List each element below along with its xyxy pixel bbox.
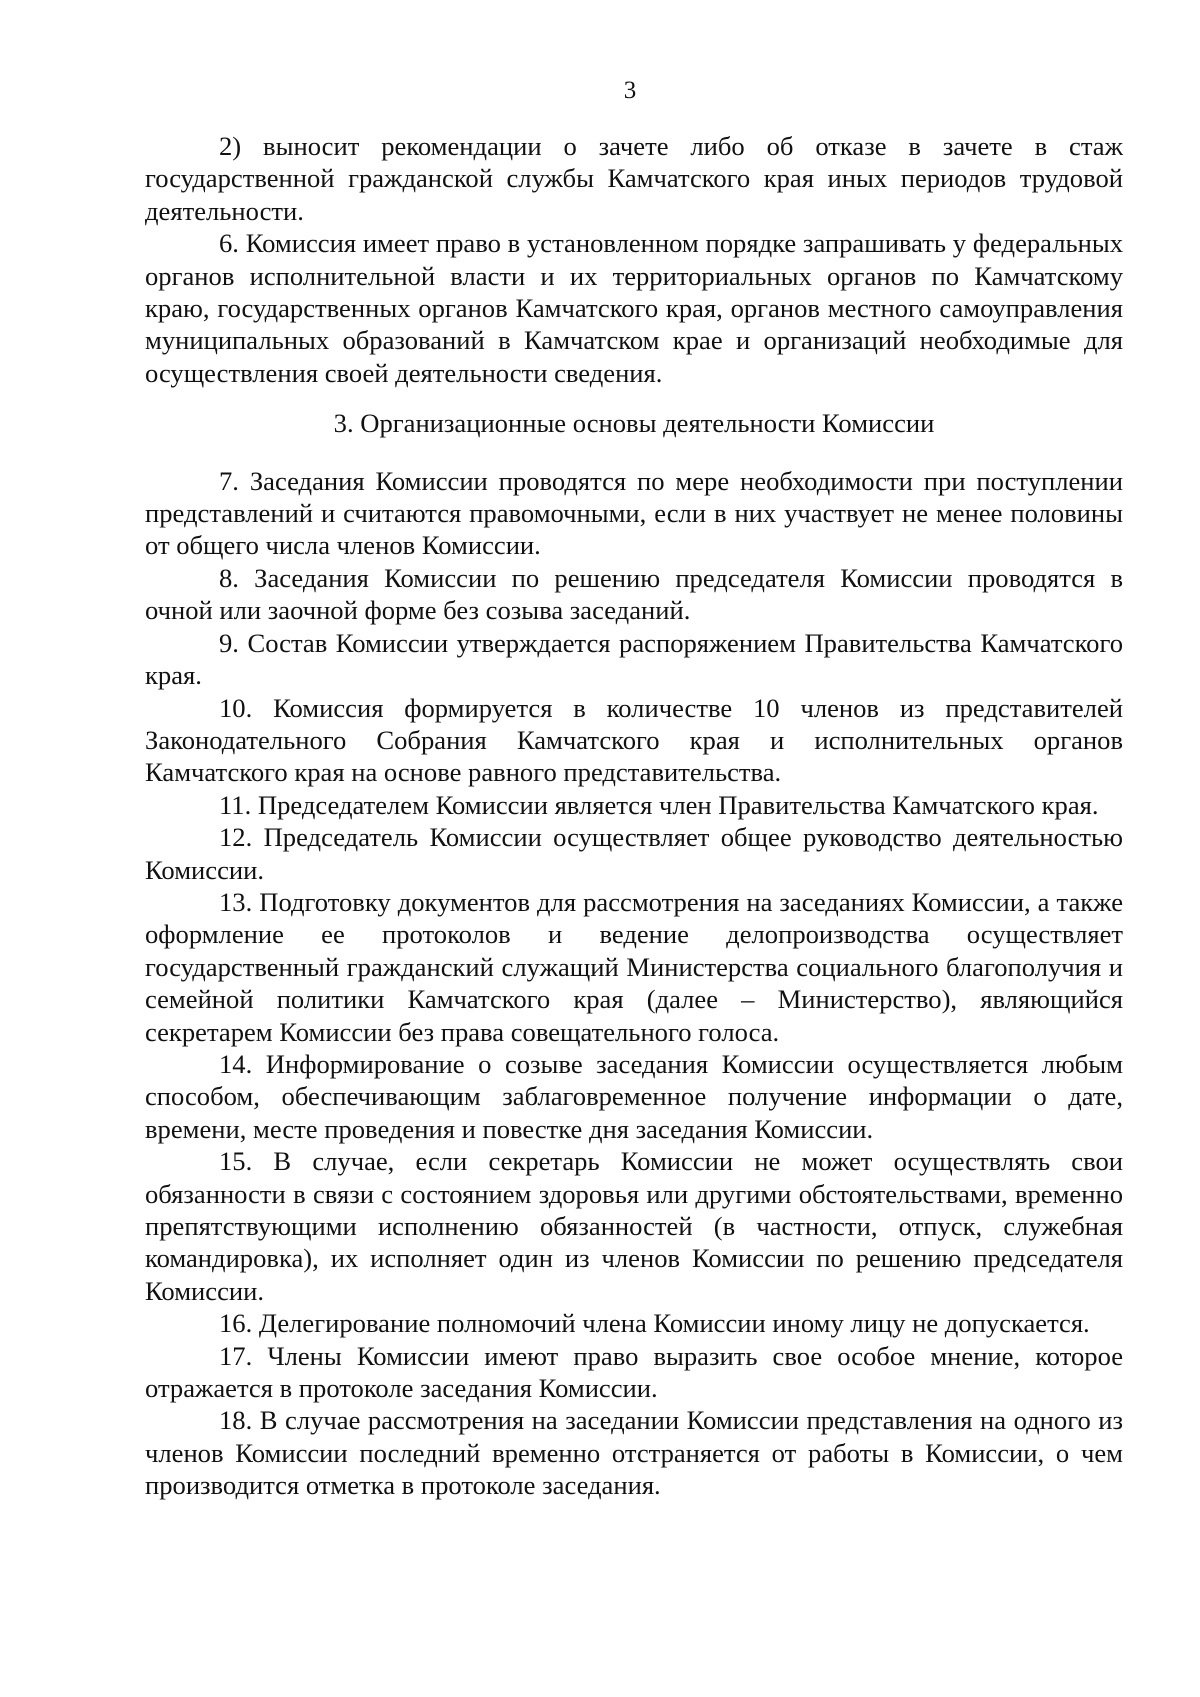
paragraph-16: 16. Делегирование полномочий члена Комиссии иному лицу не допускается.	[219, 1308, 1090, 1339]
paragraph-10: 10. Комиссия формируется в количестве 10 членов из представителей Законодательного Собрания Камчатского края и исполнительных органов Камчатского края на основе равного представительства.	[145, 692, 1123, 788]
paragraph-18: 18. В случае рассмотрения на заседании Комиссии представления на одного из членов Комиссии последний временно отстраняется от работы в Комиссии, о чем производится отметка в протоколе заседания.	[145, 1405, 1123, 1501]
paragraph-6: 6. Комиссия имеет право в установленном порядке запрашивать у федеральных органов исполнительной власти и их территориальных органов по Камчатскому краю, государственных органов Камчатского края, органов местного самоуправления муниципальных образований в Камчатском крае и организаций необходимые для осуществления своей деятельности сведения.	[145, 228, 1123, 388]
section-heading: 3. Организационные основы деятельности Комиссии	[333, 408, 935, 439]
paragraph-14: 14. Информирование о созыве заседания Комиссии осуществляется любым способом, обеспечивающим заблаговременное получение информации о дате, времени, месте проведения и повестке дня заседания Комиссии.	[145, 1048, 1123, 1144]
paragraph-11: 11. Председателем Комиссии является член Правительства Камчатского края.	[219, 789, 1099, 820]
paragraph-7: 7. Заседания Комиссии проводятся по мере необходимости при поступлении представлений и считаются правомочными, если в них участвует не менее половины от общего числа членов Комиссии.	[145, 465, 1123, 561]
paragraph-9: 9. Состав Комиссии утверждается распоряжением Правительства Камчатского края.	[145, 627, 1123, 691]
paragraph-8: 8. Заседания Комиссии по решению председателя Комиссии проводятся в очной или заочной форме без созыва заседаний.	[145, 562, 1123, 626]
paragraph-12: 12. Председатель Комиссии осуществляет общее руководство деятельностью Комиссии.	[145, 822, 1123, 885]
paragraph-13: 13. Подготовку документов для рассмотрения на заседаниях Комиссии, а также оформление ее протоколов и ведение делопроизводства осуществляет государственный гражданский служащий Министерства социального благополучия и семейной политики Камчатского края (далее – Министерство), являющийся секретарем Комиссии без права совещательного голоса.	[145, 886, 1123, 1047]
paragraph-17: 17. Члены Комиссии имеют право выразить свое особое мнение, которое отражается в протоколе заседания Комиссии.	[145, 1340, 1123, 1404]
paragraph-item-2: 2) выносит рекомендации о зачете либо об отказе в зачете в стаж государственной гражданской службы Камчатского края иных периодов трудовой деятельности.	[145, 131, 1123, 226]
document-body	[145, 130, 1123, 1502]
page-number: 3	[623, 77, 637, 104]
paragraph-15: 15. В случае, если секретарь Комиссии не может осуществлять свои обязанности в связи с состоянием здоровья или другими обстоятельствами, временно препятствующими исполнению обязанностей (в частности, отпуск, служебная командировка), их исполняет один из членов Комиссии по решению председателя Комиссии.	[145, 1146, 1123, 1306]
